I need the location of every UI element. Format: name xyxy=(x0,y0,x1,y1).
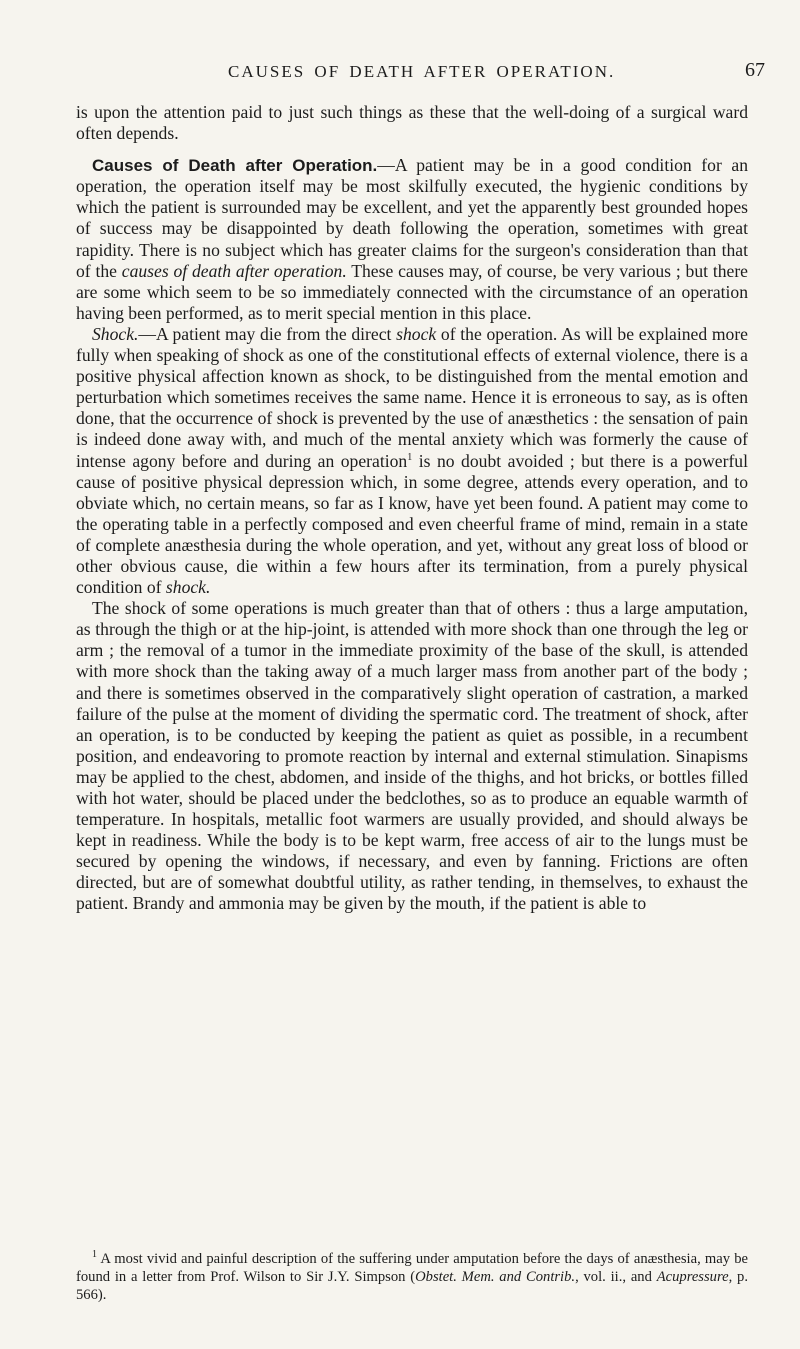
paragraph-continuation: is upon the attention paid to just such things as these that the well-doing of a surgical ward often depends. xyxy=(76,102,748,144)
paragraph-shock-treatment: The shock of some operations is much greater than that of others : thus a large amputation, as through the thigh or at the hip-joint, is attended with more shock than one through the leg or arm ; the removal of a tumor in the immediate proximity of the base of the skull, is attended with more shock than the taking away of a much larger mass from another part of the body ; and there is sometimes observed in the comparatively slight operation of castration, a marked failure of the pulse at the moment of dividing the spermatic cord. The treatment of shock, after an operation, is to be conducted by keeping the patient as quiet as possible, in a recumbent position, and endeavoring to promote reaction by internal and external stimulation. Sinapisms may be applied to the chest, abdomen, and inside of the thighs, and hot bricks, or bottles filled with hot water, should be placed under the bedclothes, so as to produce an equable warmth of temperature. In hospitals, metallic foot warmers are usually provided, and should always be kept in readiness. While the body is to be kept warm, free access of air to the lungs must be secured by opening the windows, if necessary, and even by fanning. Frictions are often directed, but are of somewhat doubtful utility, as rather tending, in themselves, to exhaust the patient. Brandy and ammonia may be given by the mouth, if the patient is able to xyxy=(76,598,748,914)
section-heading: Causes of Death after Operation. xyxy=(92,156,378,176)
footnote-1: $^1$ A most vivid and painful description of the suffering under amputation before the days of anæsthesia, may be found in a letter from Prof. Wilson to Sir J.Y. Simpson (Obstet. Mem. and Contrib., vol. ii., and Acupressure, p. 566). xyxy=(76,1249,748,1303)
paragraph-shock: Shock.—A patient may die from the direct shock of the operation. As will be explained more fully when speaking of shock as one of the constitutional effects of external violence, there is a positive physical affection known as shock, to be distinguished from the mental emotion and perturbation which sometimes receives the same name. Hence it is erroneous to say, as is often done, that the occurrence of shock is prevented by the use of anæsthetics : the sensation of pain is indeed done away with, and much of the mental anxiety which was formerly the cause of intense agony before and during an operation$^1$ is no doubt avoided ; but there is a powerful cause of positive physical depression which, in some degree, attends every operation, and to obviate which, no certain means, so far as I know, have yet been found. A patient may come to the operating table in a perfectly composed and even cheerful frame of mind, remain in a state of complete anæsthesia during the whole operation, and yet, without any great loss of blood or other obvious cause, die within a few hours after its termination, from a purely physical condition of shock. xyxy=(76,323,748,598)
subheading-shock: Shock. xyxy=(92,323,139,344)
running-head-title: CAUSES OF DEATH AFTER OPERATION. xyxy=(228,62,616,81)
footnote-mark: 1 xyxy=(92,1249,97,1261)
footnote-reference: 1 xyxy=(407,451,413,463)
page-number: 67 xyxy=(745,59,765,81)
footnotes xyxy=(76,1250,748,1304)
paragraph-causes-of-death: Causes of Death after Operation.—A patient may be in a good condition for an operation, the operation itself may be most skilfully executed, the hygienic conditions by which the patient is surrounded may be excellent, and yet the apparently best grounded hopes of success may be disappointed by death following the operation, sometimes with great rapidity. There is no subject which has greater claims for the surgeon's consideration than that of the causes of death after operation. These causes may, of course, be very various ; but there are some which seem to be so immediately connected with the circumstance of an operation having been performed, as to merit special mention in this place. xyxy=(76,155,748,323)
body-text xyxy=(76,102,748,915)
